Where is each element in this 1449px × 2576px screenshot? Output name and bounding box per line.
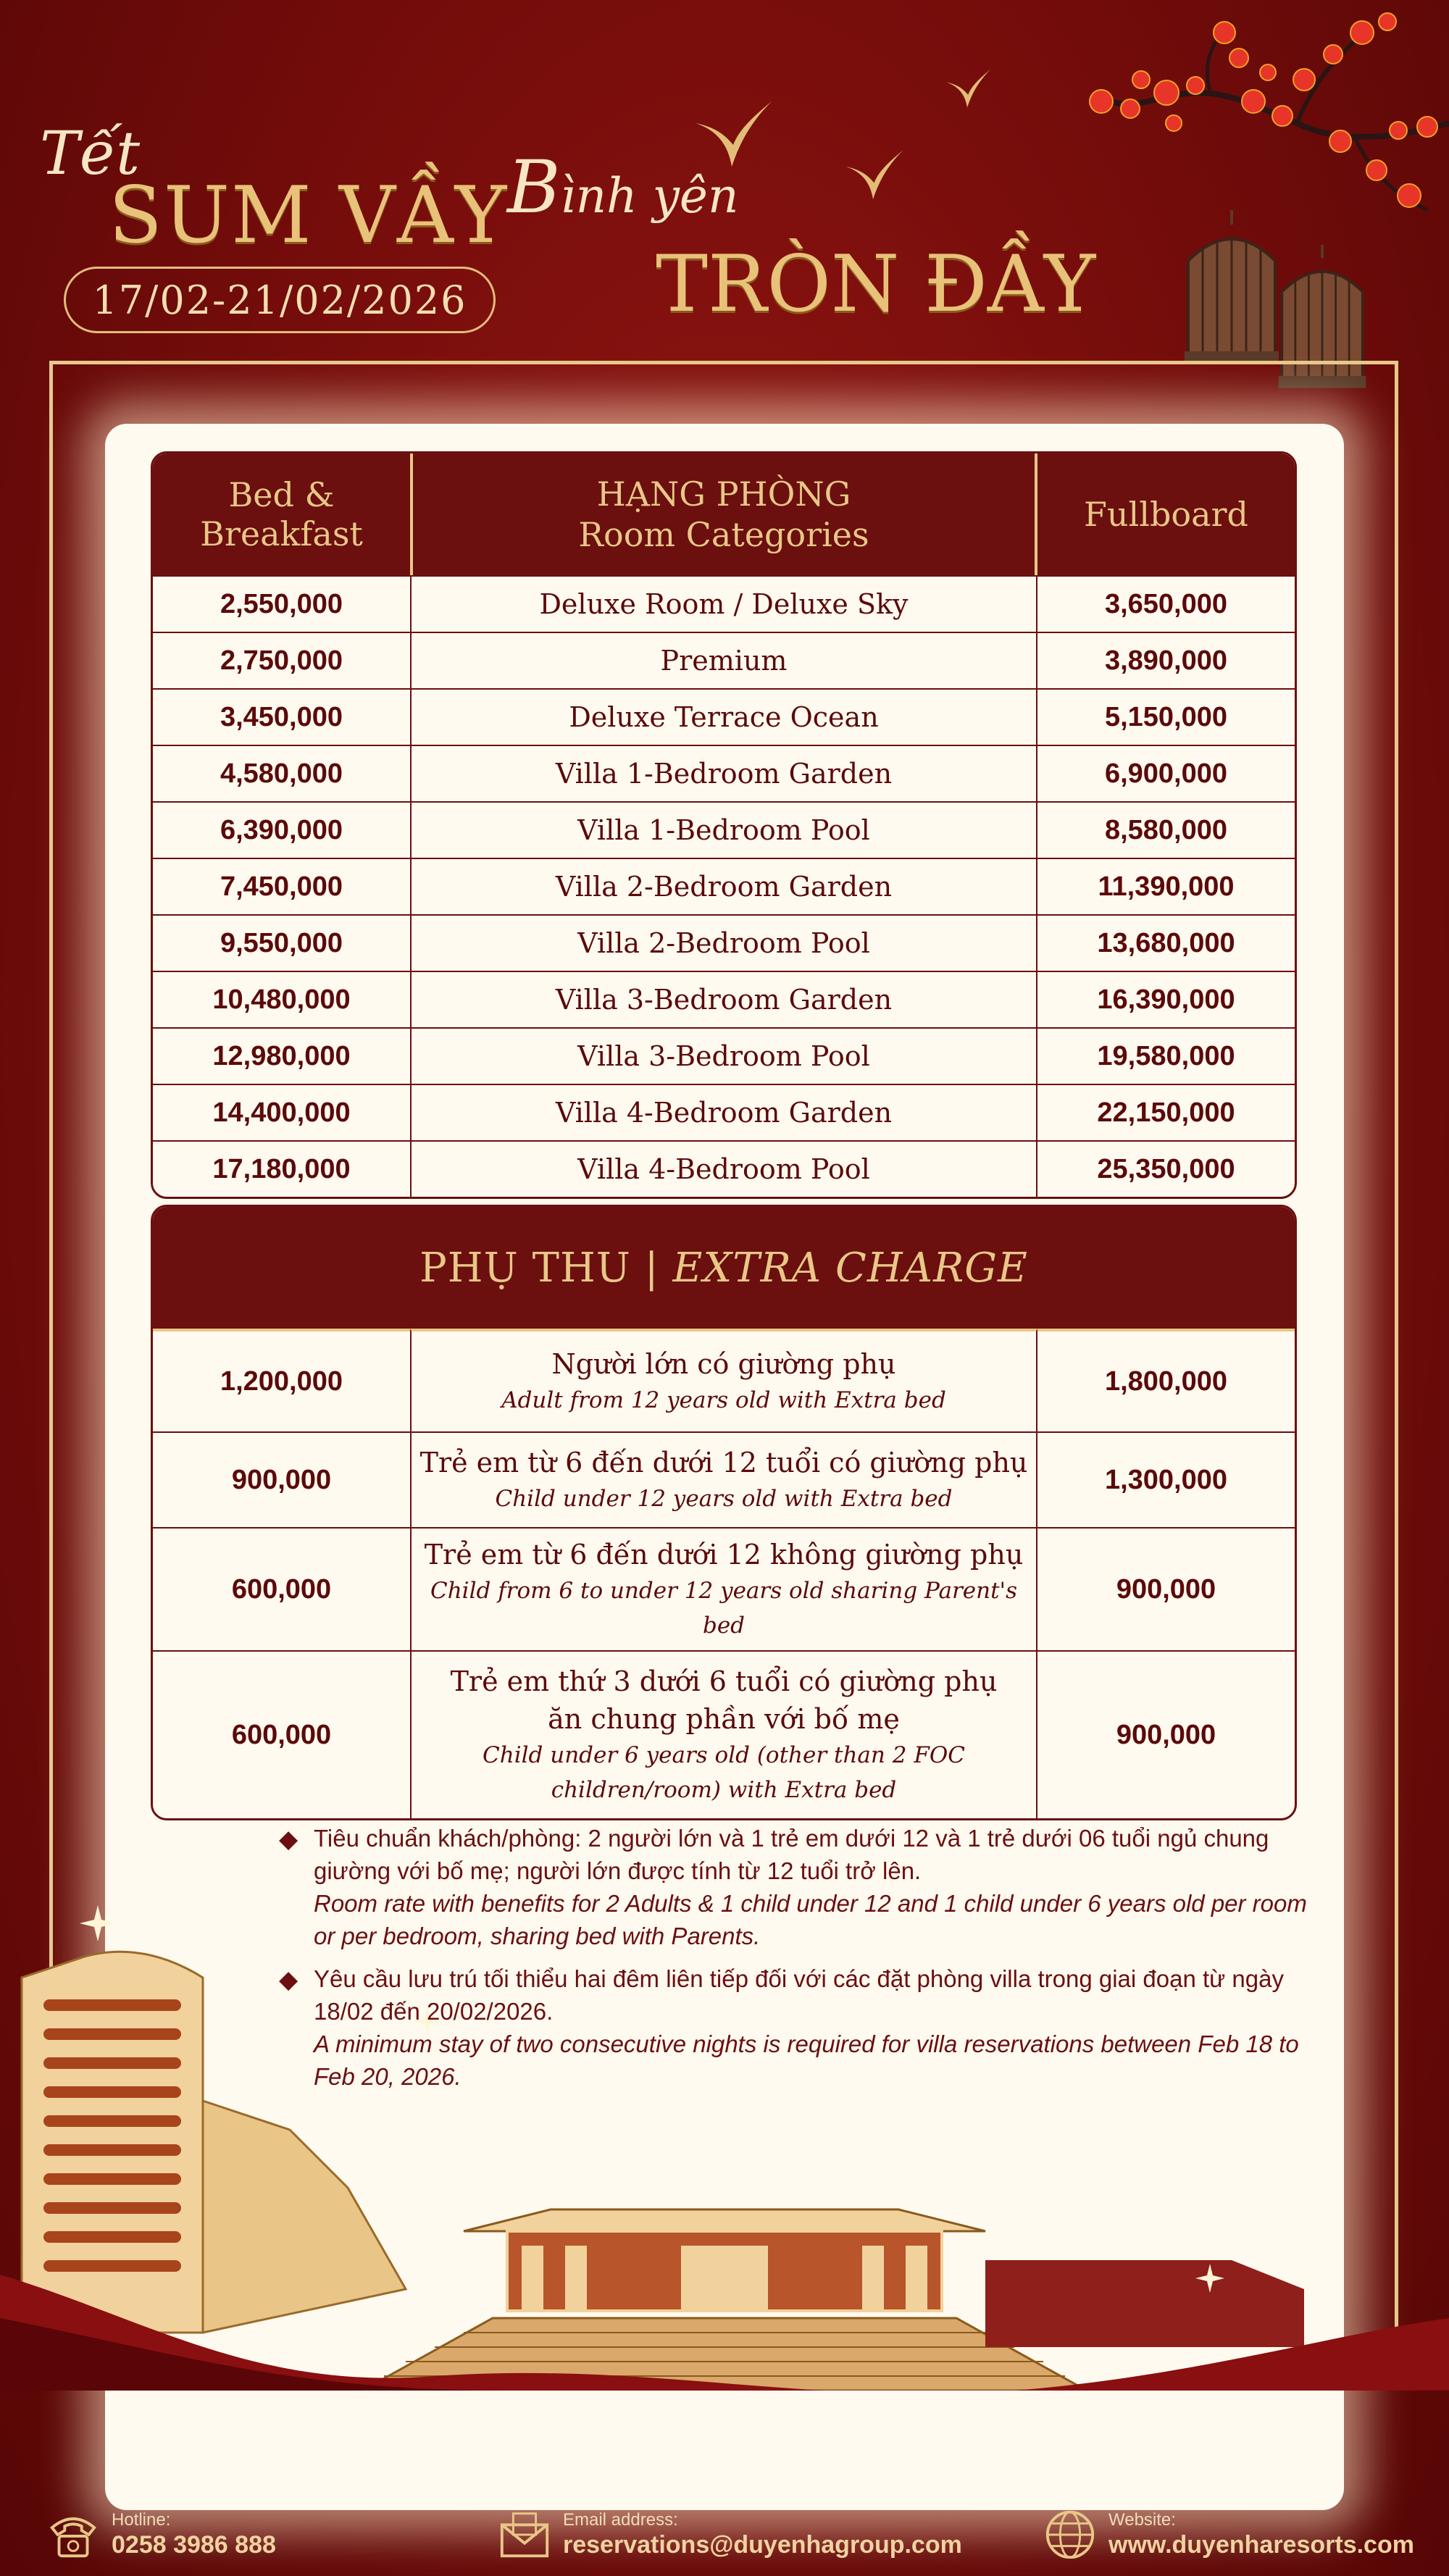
website-value[interactable]: www.duyenharesorts.com — [1108, 2531, 1414, 2559]
website-contact[interactable] — [1042, 2506, 1414, 2563]
fb-price: 22,150,000 — [1037, 1084, 1295, 1140]
fb-price: 16,390,000 — [1037, 971, 1295, 1027]
fb-price: 6,900,000 — [1037, 745, 1295, 801]
table-row — [153, 1650, 1295, 1818]
table-row — [153, 632, 1295, 688]
email-value[interactable]: reservations@duyenhagroup.com — [563, 2531, 962, 2559]
room-category: Villa 2-Bedroom Garden — [410, 858, 1037, 914]
bird-cage-icon — [1181, 210, 1282, 369]
room-category: Villa 4-Bedroom Garden — [410, 1084, 1037, 1140]
binh-yen-initial: B — [507, 145, 561, 230]
extra-charge-description — [410, 1329, 1037, 1431]
hotline-contact[interactable] — [45, 2506, 276, 2563]
room-categories-header-en: Room Categories — [578, 515, 869, 554]
room-category: Deluxe Terrace Ocean — [410, 688, 1037, 745]
fb-price: 8,580,000 — [1037, 801, 1295, 858]
hotline-value[interactable]: 0258 3986 888 — [112, 2531, 276, 2559]
bb-price: 10,480,000 — [153, 971, 410, 1027]
note-item — [279, 1962, 1308, 2093]
fb-price: 13,680,000 — [1037, 914, 1295, 971]
extra-charge-description — [410, 1431, 1037, 1527]
fb-price: 11,390,000 — [1037, 858, 1295, 914]
date-range-badge: 17/02-21/02/2026 — [64, 267, 496, 333]
bb-price: 900,000 — [153, 1431, 410, 1527]
note-vi: Tiêu chuẩn khách/phòng: 2 người lớn và 1 trẻ em dưới 12 và 1 trẻ dưới 06 tuổi ngủ chung giường với bố mẹ; người lớn được tính từ 12 tuổi trở lên. — [314, 1825, 1269, 1884]
phone-icon — [45, 2506, 101, 2563]
extra-charge-header — [153, 1207, 1295, 1329]
fb-price: 900,000 — [1037, 1650, 1295, 1818]
description-en: Child under 6 years old (other than 2 FOC children/room) with Extra bed — [483, 1742, 965, 1803]
description-vi: Trẻ em từ 6 đến dưới 12 không giường phụ — [424, 1539, 1024, 1571]
table-row — [153, 1329, 1295, 1431]
email-contact[interactable] — [496, 2506, 962, 2563]
bb-price: 600,000 — [153, 1527, 410, 1650]
table-row — [153, 745, 1295, 801]
table-row — [153, 1527, 1295, 1650]
table-row — [153, 1027, 1295, 1084]
extra-charge-description — [410, 1650, 1037, 1818]
fb-price: 3,650,000 — [1037, 575, 1295, 632]
temple-gate-icon — [362, 2209, 1304, 2391]
fb-price: 3,890,000 — [1037, 632, 1295, 688]
room-category: Villa 4-Bedroom Pool — [410, 1140, 1037, 1197]
table-row — [153, 914, 1295, 971]
room-category: Villa 1-Bedroom Pool — [410, 801, 1037, 858]
description-vi: Trẻ em thứ 3 dưới 6 tuổi có giường phụ ăn chung phần với bố mẹ — [450, 1665, 998, 1735]
room-categories-header — [410, 453, 1037, 575]
bed-breakfast-header: Bed & Breakfast — [153, 453, 410, 575]
fullboard-header: Fullboard — [1037, 453, 1295, 575]
tet-title: Tết — [40, 120, 141, 188]
header — [0, 0, 1449, 362]
fb-price: 25,350,000 — [1037, 1140, 1295, 1197]
table-row — [153, 688, 1295, 745]
description-vi: Người lớn có giường phụ — [551, 1348, 896, 1380]
note-item — [279, 1822, 1308, 1952]
room-category: Deluxe Room / Deluxe Sky — [410, 575, 1037, 632]
bb-price: 4,580,000 — [153, 745, 410, 801]
description-en: Adult from 12 years old with Extra bed — [501, 1387, 946, 1413]
fb-price: 5,150,000 — [1037, 688, 1295, 745]
room-category: Villa 2-Bedroom Pool — [410, 914, 1037, 971]
hotline-label: Hotline: — [112, 2510, 171, 2530]
contact-footer — [0, 2463, 1449, 2576]
note-vi: Yêu cầu lưu trú tối thiểu hai đêm liên tiếp đối với các đặt phòng villa trong giai đoạn từ ngày 18/02 đến 20/02/2026. — [314, 1965, 1284, 2025]
room-rate-table — [151, 451, 1297, 1199]
bb-price: 2,750,000 — [153, 632, 410, 688]
bb-price: 14,400,000 — [153, 1084, 410, 1140]
room-categories-header-vi: HẠNG PHÒNG — [596, 474, 851, 514]
diamond-bullet-icon: ◆ — [279, 1826, 298, 1853]
table-row — [153, 1084, 1295, 1140]
extra-charge-table — [151, 1205, 1297, 1820]
diamond-bullet-icon: ◆ — [279, 1966, 298, 1994]
swallow-bird-icon — [840, 145, 906, 210]
bb-price: 7,450,000 — [153, 858, 410, 914]
room-category: Premium — [410, 632, 1037, 688]
bb-price: 17,180,000 — [153, 1140, 410, 1197]
table-row — [153, 858, 1295, 914]
room-table-header — [153, 453, 1295, 575]
note-en: A minimum stay of two consecutive nights is required for villa reservations between Feb 18 to Feb 20, 2026. — [314, 2031, 1299, 2090]
table-row — [153, 575, 1295, 632]
description-vi: Trẻ em từ 6 đến dưới 12 tuổi có giường phụ — [419, 1447, 1028, 1479]
extra-charge-title-vi: PHỤ THU | — [419, 1244, 673, 1292]
table-row — [153, 1140, 1295, 1197]
website-label: Website: — [1108, 2510, 1176, 2530]
table-row — [153, 1431, 1295, 1527]
envelope-icon — [496, 2506, 553, 2563]
description-en: Child from 6 to under 12 years old sharing Parent's bed — [430, 1578, 1017, 1639]
bb-price: 3,450,000 — [153, 688, 410, 745]
binh-yen-rest: ình yên — [560, 168, 739, 224]
terms-notes — [279, 1822, 1308, 2103]
bb-price: 2,550,000 — [153, 575, 410, 632]
extra-charge-title — [153, 1207, 1295, 1329]
sum-vay-title: SUM VẦY — [109, 170, 509, 261]
fb-price: 1,300,000 — [1037, 1431, 1295, 1527]
tron-day-title: TRÒN ĐẦY — [656, 239, 1096, 330]
fb-price: 1,800,000 — [1037, 1329, 1295, 1431]
note-en: Room rate with benefits for 2 Adults & 1 child under 12 and 1 child under 6 years old per room or per bedroom, sharing bed with Parents. — [314, 1890, 1307, 1949]
email-label: Email address: — [563, 2510, 678, 2530]
globe-icon — [1042, 2506, 1098, 2563]
bb-price: 9,550,000 — [153, 914, 410, 971]
description-en: Child under 12 years old with Extra bed — [495, 1486, 953, 1512]
extra-charge-title-en: EXTRA CHARGE — [672, 1244, 1028, 1292]
room-category: Villa 3-Bedroom Pool — [410, 1027, 1037, 1084]
room-category: Villa 1-Bedroom Garden — [410, 745, 1037, 801]
table-row — [153, 801, 1295, 858]
fb-price: 19,580,000 — [1037, 1027, 1295, 1084]
extra-charge-description — [410, 1527, 1037, 1650]
room-category: Villa 3-Bedroom Garden — [410, 971, 1037, 1027]
binh-yen-title — [507, 145, 738, 230]
table-row — [153, 971, 1295, 1027]
bb-price: 6,390,000 — [153, 801, 410, 858]
bb-price: 12,980,000 — [153, 1027, 410, 1084]
bb-price: 1,200,000 — [153, 1329, 410, 1431]
fb-price: 900,000 — [1037, 1527, 1295, 1650]
bb-price: 600,000 — [153, 1650, 410, 1818]
plum-blossom-branch-icon — [993, 0, 1449, 239]
swallow-bird-icon — [942, 65, 993, 116]
